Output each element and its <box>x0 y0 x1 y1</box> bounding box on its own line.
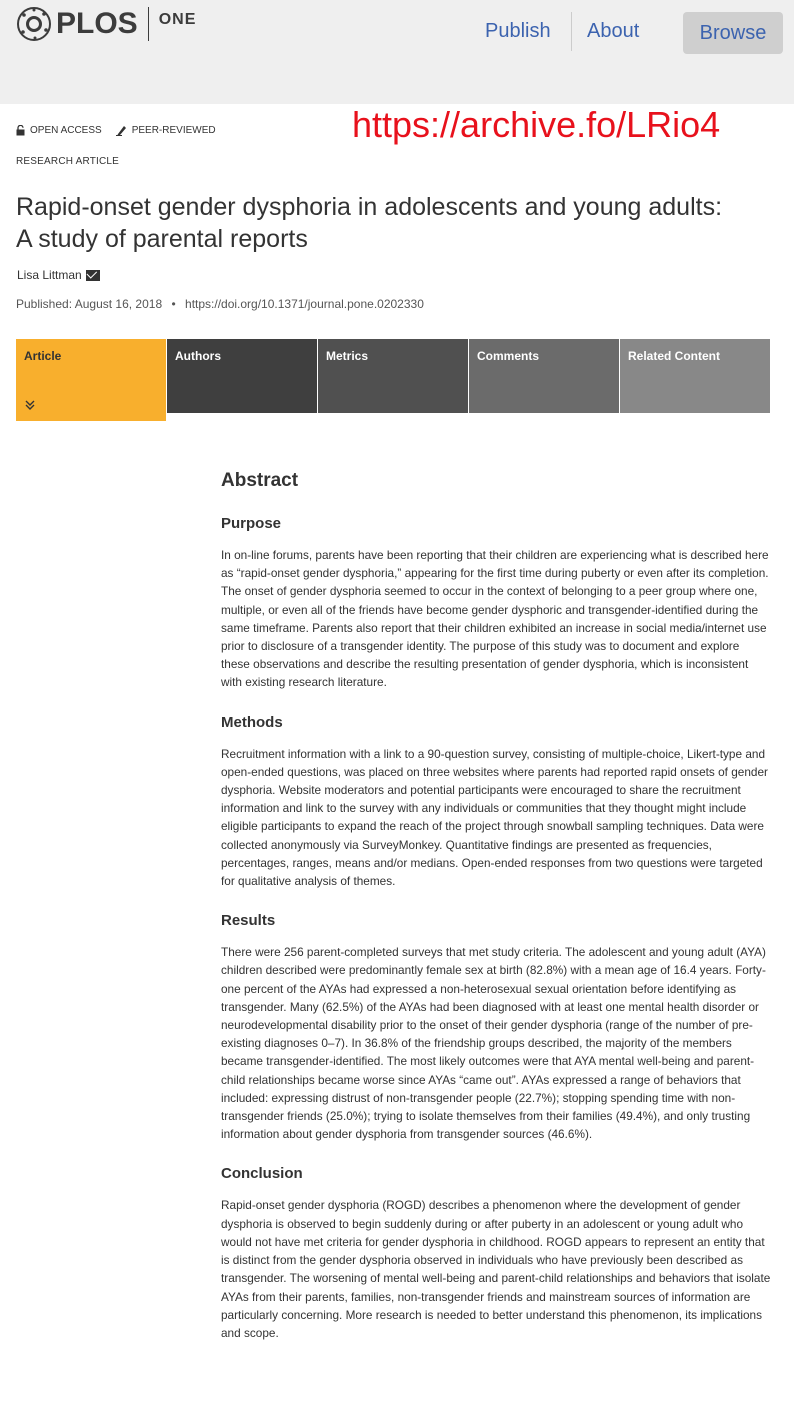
site-header <box>0 0 794 104</box>
purpose-text: In on-line forums, parents have been reporting that their children are experiencing what is described here as “rapid-onset gender dysphoria,” appearing for the first time during puberty or even after its completion. The onset of gender dysphoria seemed to occur in the context of belonging to a peer group where one, multiple, or even all of the friends have become gender dysphoric and transgender-identified during the same timeframe. Parents also report that their children exhibited an increase in social media/internet use prior to disclosure of a transgender identity. The purpose of this study was to document and explore these observations and describe the resulting presentation of gender dysphoria, which is inconsistent with existing research literature. <box>221 548 769 690</box>
tab-authors[interactable] <box>167 339 317 413</box>
abstract-section <box>221 466 771 1364</box>
chevron-down-icon <box>25 399 35 413</box>
pen-icon <box>116 124 127 136</box>
doi-link[interactable]: https://doi.org/10.1371/journal.pone.0202330 <box>185 297 424 311</box>
open-access-label: OPEN ACCESS <box>30 124 102 136</box>
tab-metrics-label: Metrics <box>326 349 369 363</box>
publication-info <box>16 297 424 311</box>
plos-logo-icon <box>16 6 52 42</box>
plos-one-logo[interactable] <box>16 4 196 44</box>
logo-text: PLOS <box>56 7 138 40</box>
tab-comments[interactable] <box>469 339 619 413</box>
tab-related-label: Related Content <box>628 349 721 363</box>
published-date: Published: August 16, 2018 <box>16 297 163 311</box>
archive-url-watermark: https://archive.fo/LRio4 <box>352 104 721 145</box>
logo-divider <box>148 7 149 41</box>
article-type-label: RESEARCH ARTICLE <box>16 156 120 167</box>
results-heading: Results <box>221 912 276 930</box>
peer-reviewed-label: PEER-REVIEWED <box>131 124 216 136</box>
abstract-heading: Abstract <box>221 470 299 491</box>
bullet-separator: • <box>171 297 176 311</box>
conclusion-heading: Conclusion <box>221 1165 303 1183</box>
author-line <box>17 268 100 282</box>
open-access-badge[interactable] <box>16 125 102 136</box>
nav-divider <box>571 12 572 51</box>
methods-text: Recruitment information with a link to a 90-question survey, consisting of multiple-choice, Likert-type and open-ended questions, was placed on three websites where parents had reported rapid onsets of gender dysphoria. Website moderators and potential participants were encouraged to share the recruitment information and link to the survey with any individuals or communities that they thought might include eligible participants to expand the reach of the project through snowball sampling techniques. Data were collected anonymously via SurveyMonkey. Quantitative findings are presented as frequencies, percentages, ranges, means and/or medians. Open-ended responses from two questions were targeted for qualitative analysis of themes. <box>221 746 768 889</box>
tab-related-content[interactable] <box>620 339 770 413</box>
logo-subtext: ONE <box>158 11 197 28</box>
access-badges <box>16 124 230 136</box>
author-name[interactable]: Lisa Littman <box>17 268 82 282</box>
article-title: Rapid-onset gender dysphoria in adolescents and young adults: A study of parental reports <box>16 193 723 253</box>
results-text: There were 256 parent-completed surveys that met study criteria. The adolescent and young adult (AYA) children described were predominantly female sex at birth (82.8%) with a mean age of 16.4 years. Forty-one percent of the AYAs had expressed a non-heterosexual sexual orientation before identifying as transgender. Many (62.5%) of the AYAs had been diagnosed with at least one mental health disorder or neurodevelopmental disability prior to the onset of their gender dysphoria (range of the number of pre-existing diagnoses 0–7). In 36.8% of the friendship groups described, the majority of the members became transgender-identified. The most likely outcomes were that AYA mental well-being and parent-child relationships became worse since AYAs “came out”. AYAs expressed a range of behaviors that included: expressing distrust of non-transgender people (22.7%); stopping spending time with non-transgender friends (25.0%); trying to isolate themselves from their families (49.4%), and only trusting information about gender dysphoria from transgender sources (46.6%). <box>221 945 766 1142</box>
nav-publish-link[interactable]: Publish <box>485 20 551 42</box>
tab-metrics[interactable] <box>318 339 468 413</box>
tab-authors-label: Authors <box>175 349 221 363</box>
methods-heading: Methods <box>221 713 283 731</box>
article-tabs <box>16 339 771 421</box>
nav-about-link[interactable]: About <box>587 20 640 42</box>
tab-comments-label: Comments <box>477 349 540 363</box>
nav-browse-button[interactable]: Browse <box>683 12 783 54</box>
peer-reviewed-badge[interactable] <box>116 124 216 136</box>
open-lock-icon <box>16 125 25 136</box>
tab-article-label: Article <box>24 349 62 363</box>
tab-article[interactable] <box>16 339 166 421</box>
purpose-heading: Purpose <box>221 515 282 532</box>
email-icon[interactable] <box>86 270 100 281</box>
conclusion-text: Rapid-onset gender dysphoria (ROGD) describes a phenomenon where the development of gender dysphoria is observed to begin suddenly during or after puberty in an adolescent or young adult who would not have met criteria for gender dysphoria in childhood. ROGD appears to represent an entity that is distinct from the gender dysphoria observed in individuals who have previously been described as transgender. The worsening of mental well-being and parent-child relationships and behaviors that isolate AYAs from their parents, families, non-transgender friends and mainstream sources of information are particularly concerning. More research is needed to better understand this phenomenon, its implications and scope. <box>221 1198 771 1340</box>
